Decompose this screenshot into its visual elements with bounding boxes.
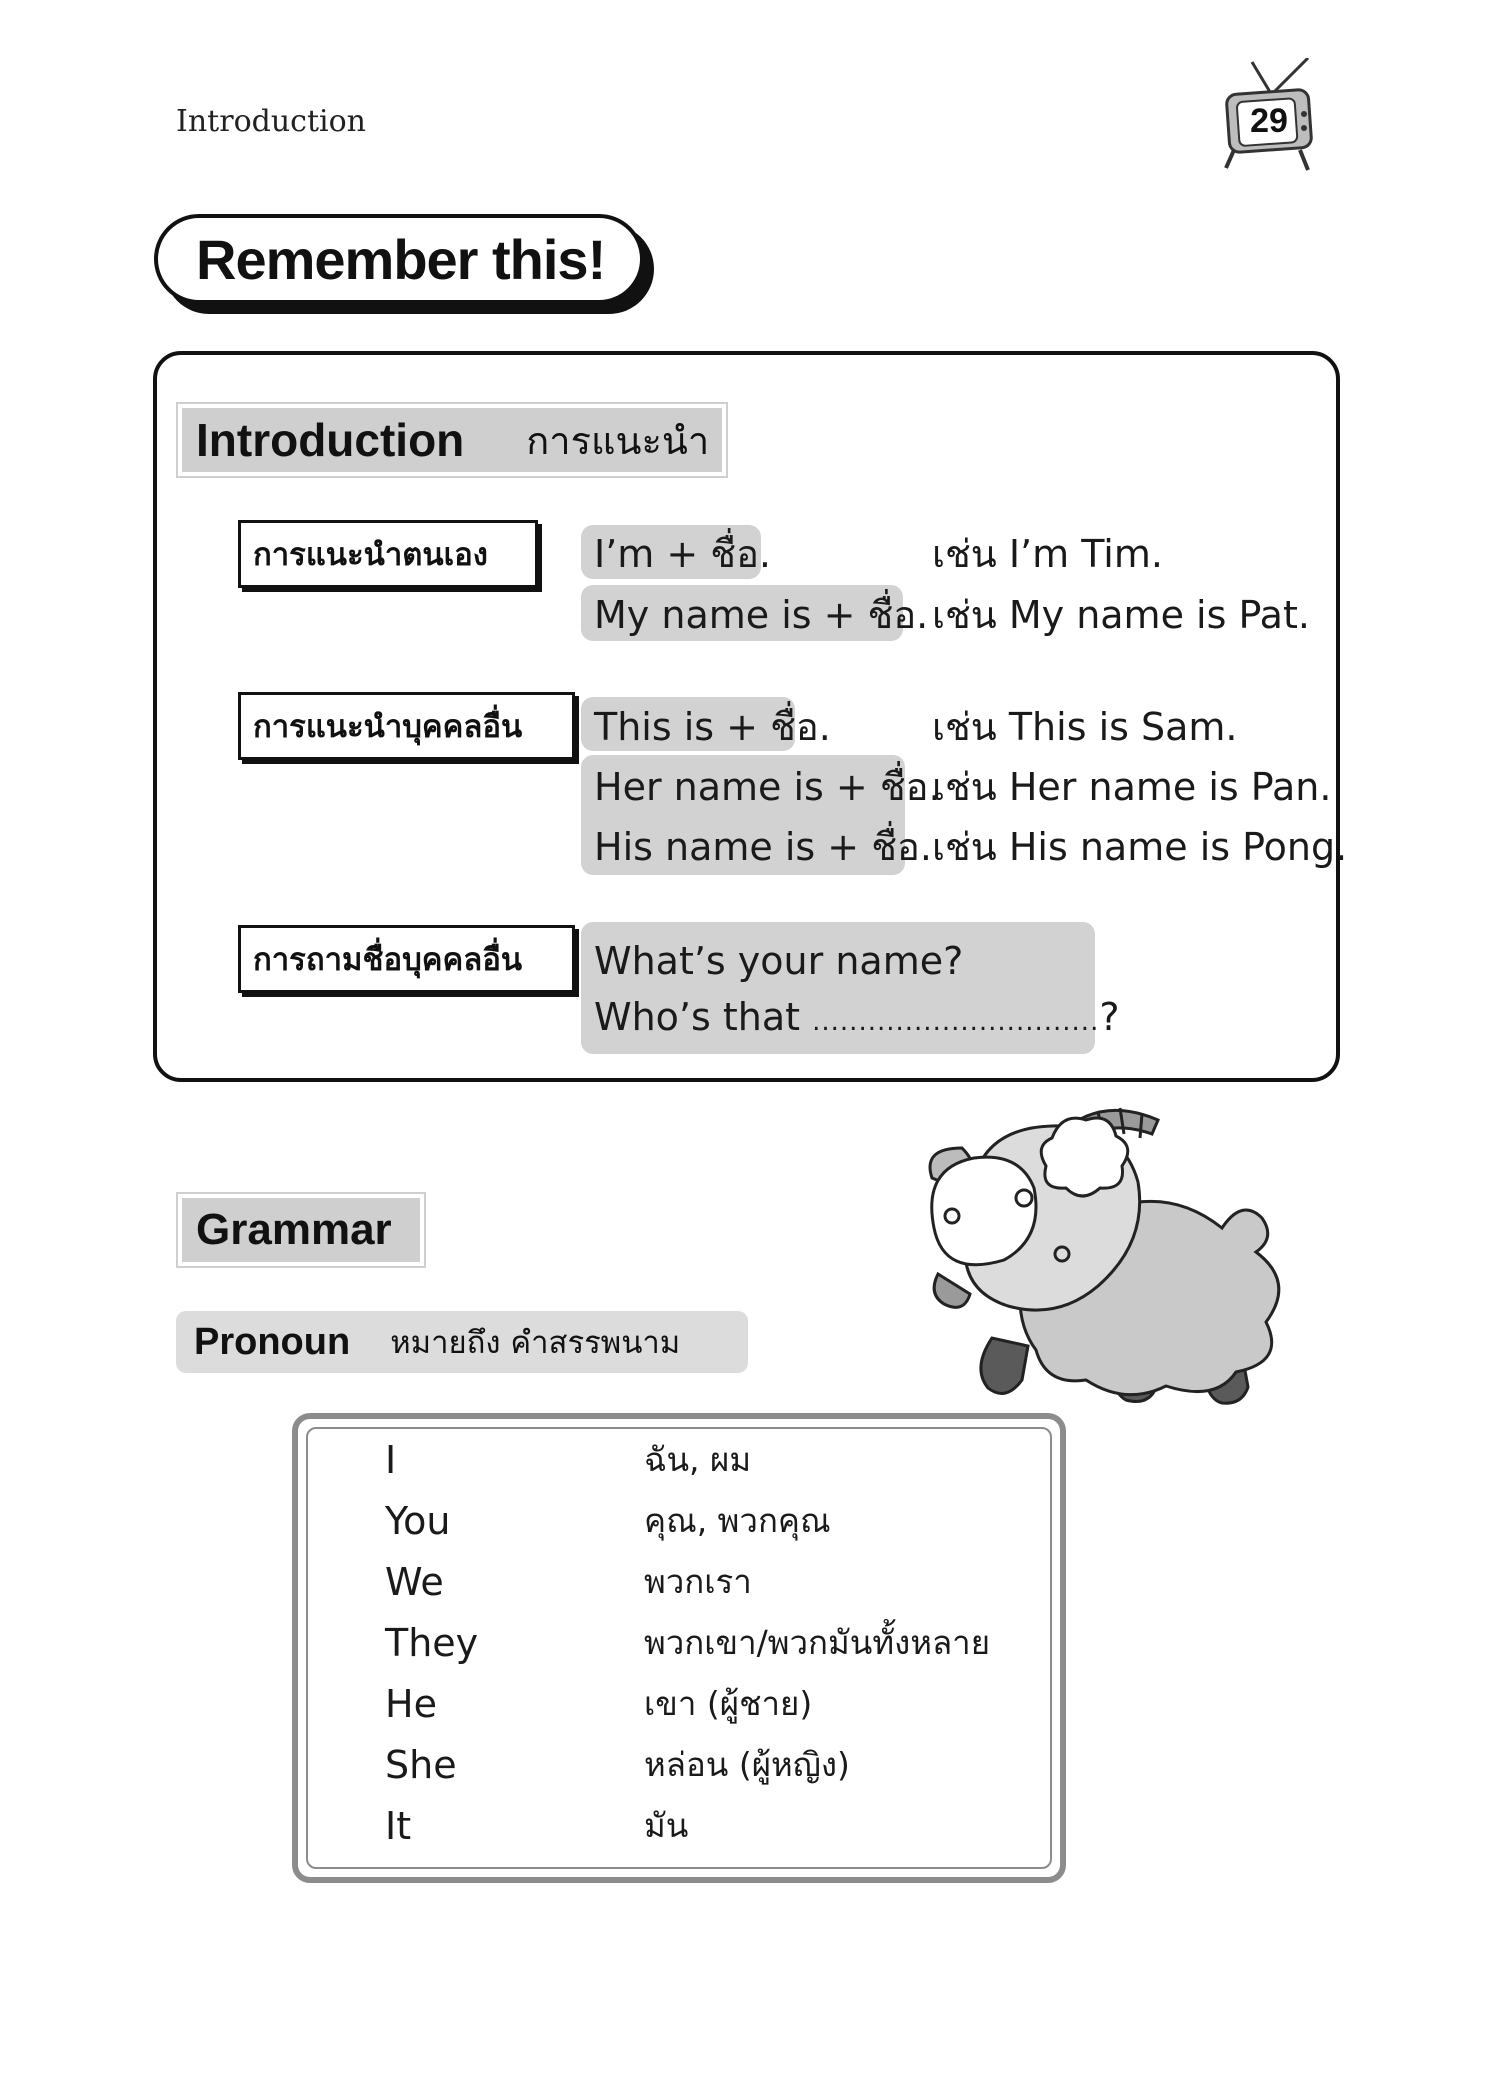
pronoun-meaning: หมายถึง คำสรรพนาม [390, 1325, 681, 1361]
pronoun-title: Pronoun [194, 1320, 351, 1363]
question-text [594, 995, 1120, 1039]
tv-icon [1222, 58, 1322, 174]
example-text: เช่น His name is Pong. [932, 825, 1348, 869]
pronoun-en: He [385, 1682, 437, 1726]
pronoun-th: มัน [644, 1806, 689, 1845]
goat-graphic [912, 1098, 1312, 1438]
question-mark: ? [1099, 995, 1120, 1039]
pronoun-th: คุณ, พวกคุณ [644, 1501, 831, 1540]
pronoun-en: We [385, 1560, 444, 1604]
pronoun-th: พวกเรา [644, 1562, 752, 1601]
question-lead: Who’s that [594, 995, 801, 1039]
category-intro-others: การแนะนำบุคคลอื่น [238, 692, 575, 760]
pronoun-th: หล่อน (ผู้หญิง) [644, 1745, 850, 1784]
pronoun-en: They [385, 1621, 479, 1665]
pronoun-en: You [385, 1499, 451, 1543]
pattern-text: Her name is + ชื่อ. [594, 765, 941, 809]
grammar-label-inner: Grammar [182, 1198, 420, 1262]
pronoun-th: ฉัน, ผม [644, 1440, 752, 1479]
example-text: เช่น Her name is Pan. [932, 765, 1332, 809]
category-ask-name: การถามชื่อบุคคลอื่น [238, 925, 575, 993]
introduction-label-inner [182, 408, 722, 472]
pronoun-bar [176, 1311, 748, 1373]
example-text: เช่น This is Sam. [932, 705, 1238, 749]
pattern-text: My name is + ชื่อ. [594, 593, 929, 637]
page-number: 29 [1250, 102, 1288, 140]
question-text: What’s your name? [594, 939, 964, 983]
pattern-text: I’m + ชื่อ. [594, 532, 771, 576]
grammar-label [176, 1192, 426, 1268]
remember-banner [154, 214, 654, 314]
pronoun-en: She [385, 1743, 457, 1787]
pattern-text: This is + ชื่อ. [594, 705, 831, 749]
pronoun-th: พวกเขา/พวกมันทั้งหลาย [644, 1623, 991, 1662]
category-self-intro: การแนะนำตนเอง [238, 520, 538, 588]
pronoun-en: It [385, 1804, 412, 1848]
running-head: Introduction [176, 104, 366, 139]
introduction-label-en: Introduction [196, 414, 465, 466]
example-text: เช่น I’m Tim. [932, 532, 1163, 576]
remember-title: Remember this! [154, 214, 644, 304]
example-text: เช่น My name is Pat. [932, 593, 1310, 637]
pattern-text: His name is + ชื่อ. [594, 825, 932, 869]
pronoun-en: I [385, 1438, 397, 1482]
introduction-label-th: การแนะนำ [526, 418, 710, 463]
introduction-label [176, 402, 728, 478]
fill-in-blank: ............................... [812, 1007, 1100, 1037]
goat-illustration [912, 1098, 1312, 1438]
pronoun-th: เขา (ผู้ชาย) [644, 1684, 813, 1723]
